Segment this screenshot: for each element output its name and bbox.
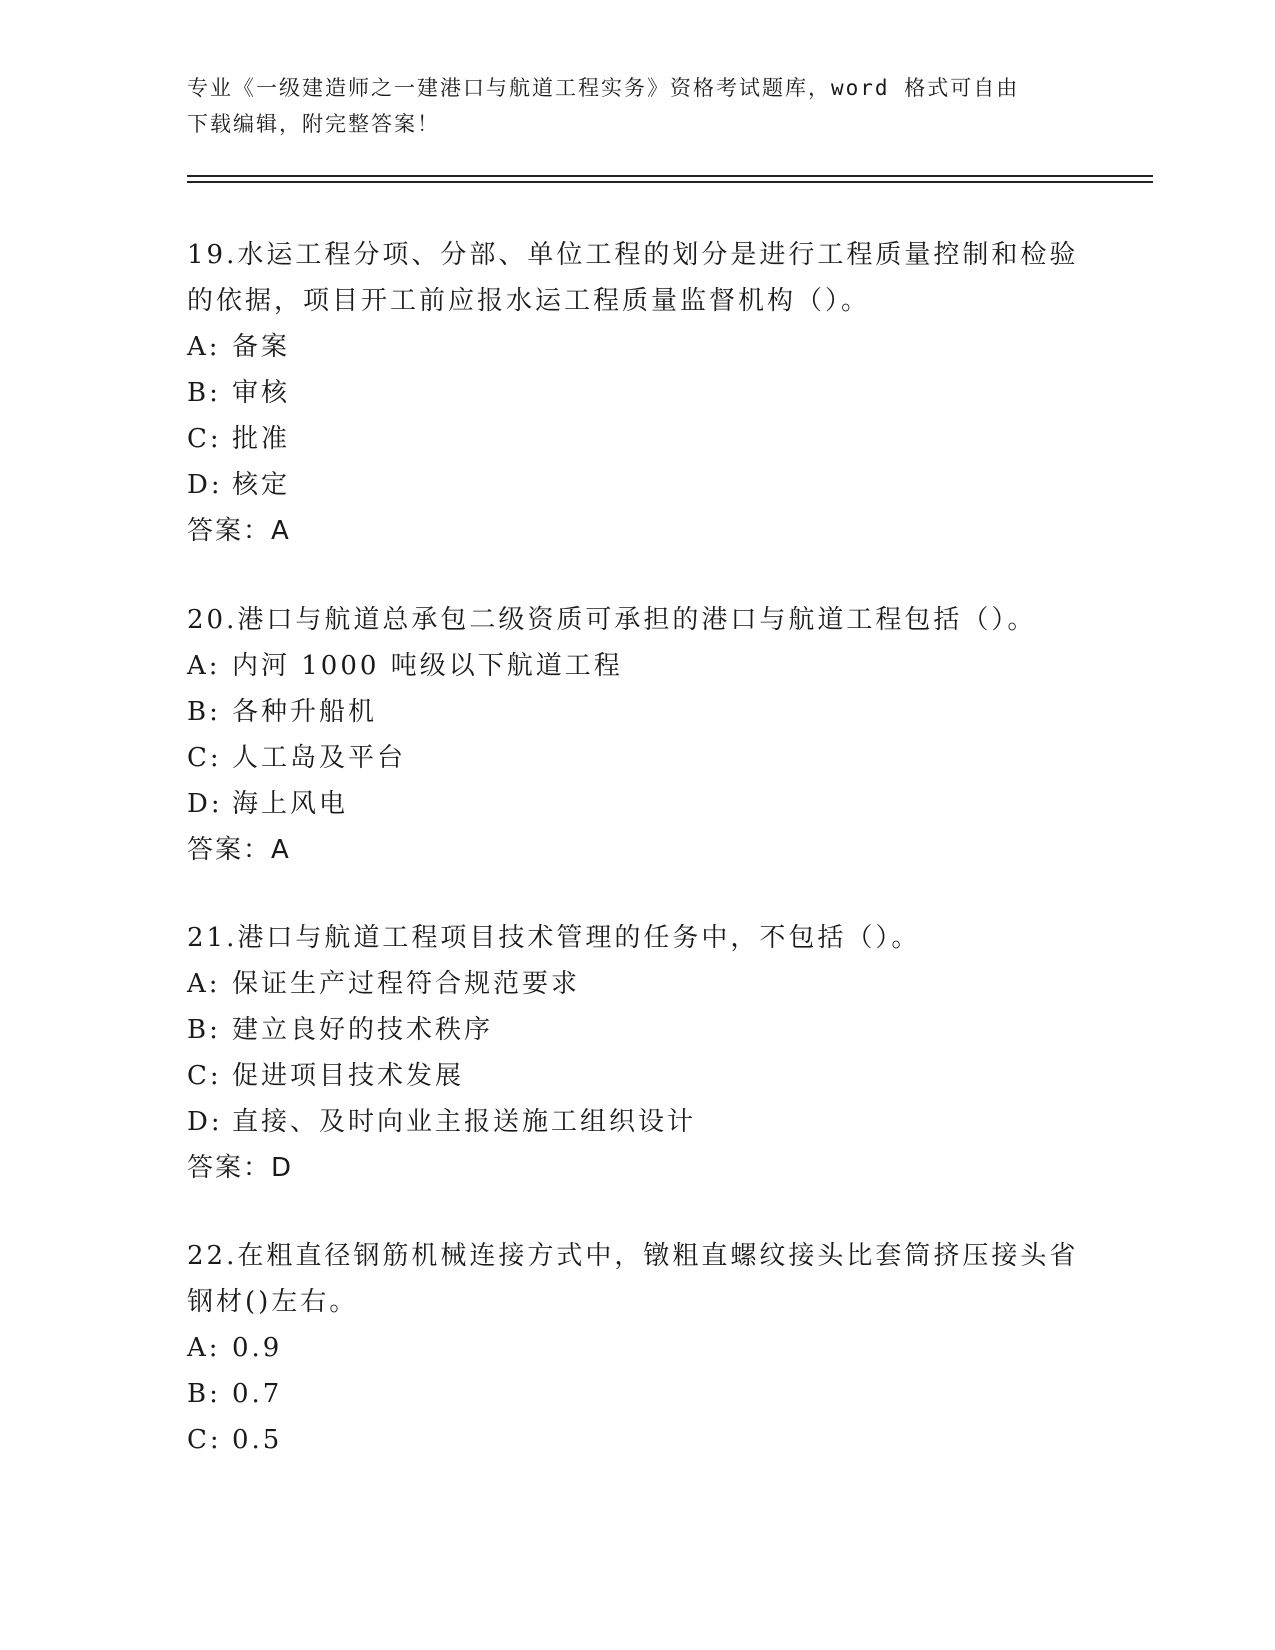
question-19 [187,232,1087,554]
option-key: C: [187,743,222,773]
option-text: 0.5 [232,1425,283,1455]
option-d [187,781,1087,827]
document-header [187,70,1087,142]
option-text: 海上风电 [232,789,349,819]
question-20 [187,597,1087,873]
option-text: 批准 [232,424,291,454]
header-line-1: 专业《一级建造师之一建港口与航道工程实务》资格考试题库，word 格式可自由 [187,76,1020,100]
option-b [187,370,1087,416]
option-a [187,961,1087,1007]
option-key: A: [187,1333,221,1363]
option-key: A: [187,332,221,362]
answer-line: 答案：A [187,516,291,546]
option-a [187,643,1087,689]
question-stem: 21.港口与航道工程项目技术管理的任务中，不包括（）。 [187,923,921,953]
question-stem: 22.在粗直径钢筋机械连接方式中，镦粗直螺纹接头比套筒挤压接头省 [187,1241,1079,1271]
option-c [187,1053,1087,1099]
option-key: B: [187,1379,221,1409]
answer-line: 答案：D [187,1153,294,1183]
option-d [187,1099,1087,1145]
option-key: B: [187,378,221,408]
option-c [187,1417,1087,1463]
option-text: 核定 [232,470,291,500]
option-c [187,416,1087,462]
option-key: D: [187,789,223,819]
option-text: 0.7 [232,1379,283,1409]
option-text: 各种升船机 [232,697,378,727]
question-stem: 19.水运工程分项、分部、单位工程的划分是进行工程质量控制和检验 [187,240,1079,270]
option-d [187,462,1087,508]
option-key: C: [187,1425,222,1455]
option-text: 内河 1000 吨级以下航道工程 [232,651,623,681]
question-stem-cont: 钢材()左右。 [187,1287,359,1317]
option-text: 建立良好的技术秩序 [232,1015,494,1045]
header-divider-bottom [187,181,1153,183]
option-key: D: [187,1107,223,1137]
option-key: C: [187,424,222,454]
option-text: 保证生产过程符合规范要求 [232,969,581,999]
option-b [187,1371,1087,1417]
option-text: 审核 [232,378,291,408]
option-text: 0.9 [232,1333,283,1363]
option-key: C: [187,1061,222,1091]
option-a [187,1325,1087,1371]
option-key: D: [187,470,223,500]
question-stem: 20.港口与航道总承包二级资质可承担的港口与航道工程包括（）。 [187,605,1037,635]
option-b [187,1007,1087,1053]
option-text: 促进项目技术发展 [232,1061,465,1091]
option-key: A: [187,651,221,681]
question-21 [187,915,1087,1191]
option-c [187,735,1087,781]
option-b [187,689,1087,735]
option-text: 人工岛及平台 [232,743,407,773]
question-stem-cont: 的依据，项目开工前应报水运工程质量监督机构（）。 [187,286,871,316]
option-key: B: [187,697,221,727]
option-text: 直接、及时向业主报送施工组织设计 [232,1107,697,1137]
option-key: A: [187,969,221,999]
header-line-2: 下载编辑，附完整答案！ [187,112,440,136]
option-key: B: [187,1015,221,1045]
option-a [187,324,1087,370]
answer-line: 答案：A [187,835,291,865]
question-22 [187,1233,1087,1463]
option-text: 备案 [232,332,291,362]
header-divider-top [187,175,1153,177]
